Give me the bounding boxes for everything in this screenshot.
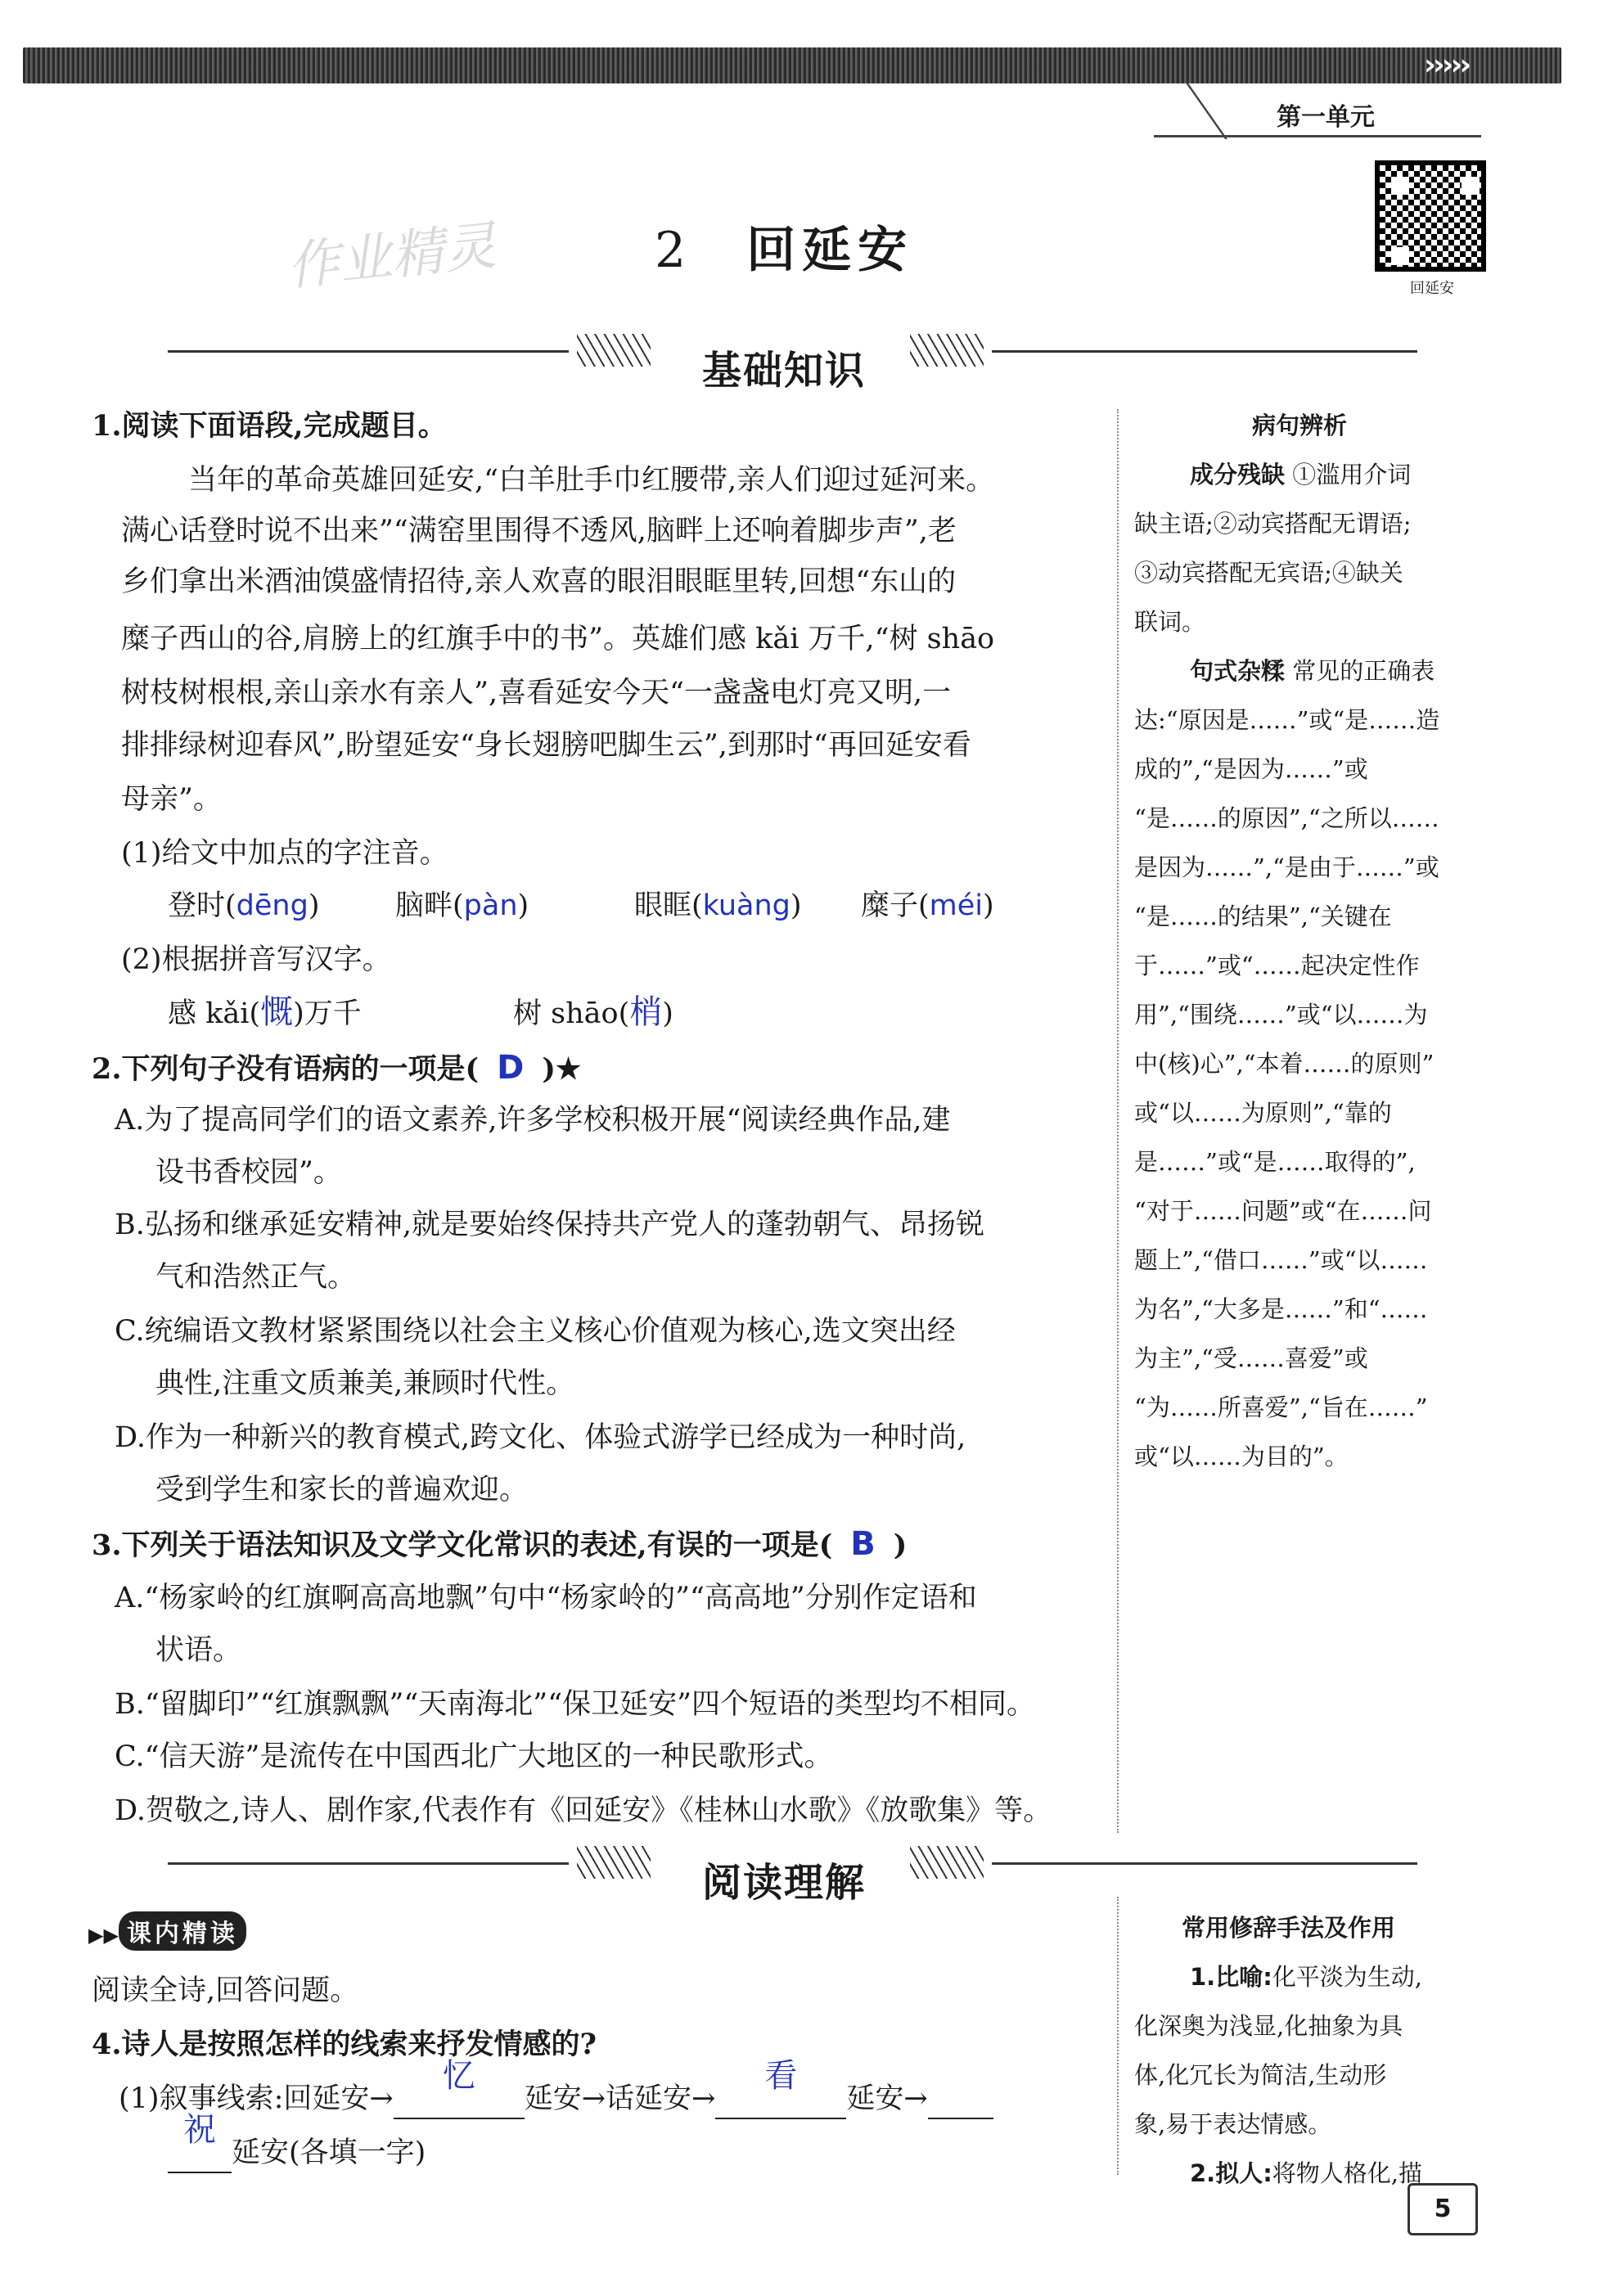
q1-passage-line: 糜子西山的谷,肩膀上的红旗手中的书”。英雄们感 kǎi 万千,“树 shāo xyxy=(121,623,995,655)
section-hatch-left xyxy=(577,1846,651,1879)
q2-option: D.作为一种新兴的教育模式,跨文化、体验式游学已经成为一种时尚, xyxy=(115,1421,966,1454)
q1-passage-line: 满心话登时说不出来”“满窑里围得不透风,脑畔上还响着脚步声”,老 xyxy=(121,515,957,547)
answer: pàn xyxy=(463,889,518,922)
q2-option-cont: 典性,注重文质兼美,兼顾时代性。 xyxy=(155,1367,575,1400)
answer: D xyxy=(497,1049,525,1087)
pinyin-item: 脑畔(pàn) xyxy=(395,889,529,922)
q3-option-cont: 状语。 xyxy=(155,1634,242,1667)
q2-stem: 2.下列句子没有语病的一项是( D )★ xyxy=(92,1049,582,1087)
q2-option-cont: 设书香校园”。 xyxy=(155,1156,342,1189)
q2-option-cont: 气和浩然正气。 xyxy=(155,1261,357,1294)
play-arrows-icon: ▶▶ xyxy=(88,1924,119,1947)
q1-passage-line: 排排绿树迎春风”,盼望延安“身长翅膀吧脚生云”,到那时“再回延安看 xyxy=(121,729,971,762)
sidebar-text: 成分残缺 ①滥用介词 缺主语;②动宾搭配无谓语; ③动宾搭配无宾语;④缺关 联词。 句式杂糅 常见的正确表 达:“原因是……”或“是……造 成的”,“是因为……”或 “是……的原因”,“之所以…… 是因为……”,“是由于……”或 “是……的结果”,“关键在 于……”或“……起决定性作 用”,“围绕……”或“以……为 中(核)心”,“本着……的原则” 或“以……为原则”,“靠的 是……”或“是……取得的”, “对于……问题”或“在……问 题上”,“借口……”或“以…… 为名”,“大多是……”和“…… 为主”,“受……喜爱”或 “为……所喜爱”,“旨在……” 或“以……为目的”。 xyxy=(1134,461,1440,1470)
answer: 梢 xyxy=(629,993,663,1031)
banner-label: 课内精读 xyxy=(119,1911,246,1951)
q2-option: C.统编语文教材紧紧围绕以社会主义核心价值观为核心,选文突出经 xyxy=(115,1315,956,1348)
watermark: 作业精灵 xyxy=(284,215,499,299)
q2-option: A.为了提高同学们的语文素养,许多学校积极开展“阅读经典作品,建 xyxy=(115,1104,951,1137)
answer-blank: 忆 xyxy=(394,2080,525,2119)
answer-blank xyxy=(928,2080,993,2119)
page-number: 5 xyxy=(1408,2183,1478,2235)
lesson-name: 回延安 xyxy=(746,222,914,279)
section-title-basic: 基础知识 xyxy=(702,348,867,394)
char-item: 感 kǎi(慨)万千 xyxy=(168,993,362,1031)
answer: méi xyxy=(929,889,984,922)
q1-passage-line: 当年的革命英雄回延安,“白羊肚手巾红腰带,亲人们迎过延河来。 xyxy=(188,464,995,497)
pinyin-item: 糜子(méi) xyxy=(861,889,994,922)
sidebar-text: 1.比喻:化平淡为生动, 化深奥为浅显,化抽象为具 体,化冗长为简洁,生动形 象,易于表达情感。 2.拟人:将物人格化,描 xyxy=(1134,1963,1423,2187)
q3-option: C.“信天游”是流传在中国西北广大地区的一种民歌形式。 xyxy=(115,1740,833,1773)
section-rule-left xyxy=(168,1862,569,1865)
q1-passage-line: 乡们拿出米酒油馍盛情招待,亲人欢喜的眼泪眼眶里转,回想“东山的 xyxy=(121,565,957,598)
pinyin-item: 登时(dēng) xyxy=(168,889,320,922)
reading-banner xyxy=(88,1911,246,1951)
section-hatch-right xyxy=(910,334,984,367)
unit-label: 第一单元 xyxy=(1277,103,1375,132)
column-divider xyxy=(1117,1897,1119,2175)
q1-passage-line: 树枝树根根,亲山亲水有亲人”,喜看延安今天“一盏盏电灯亮又明,一 xyxy=(121,677,952,709)
column-divider xyxy=(1117,409,1119,1833)
q4-stem: 4.诗人是按照怎样的线索来抒发情感的? xyxy=(92,2028,597,2061)
lesson-number: 2 xyxy=(655,222,687,279)
q3-option: D.贺敬之,诗人、剧作家,代表作有《回延安》《桂林山水歌》《放歌集》等。 xyxy=(115,1794,1052,1827)
q3-stem: 3.下列关于语法知识及文学文化常识的表述,有误的一项是( B ) xyxy=(92,1525,908,1563)
section-hatch-left xyxy=(577,334,651,367)
q1-sub2: (2)根据拼音写汉字。 xyxy=(121,943,391,976)
char-item: 树 shāo(梢) xyxy=(513,993,673,1031)
q4-line1: (1)叙事线索:回延安→ 忆 延安→话延安→ 看 延安→ xyxy=(119,2078,993,2119)
q2-option: B.弘扬和继承延安精神,就是要始终保持共产党人的蓬勃朝气、昂扬锐 xyxy=(115,1209,984,1241)
q1-passage-line: 母亲”。 xyxy=(121,783,222,816)
chevron-right-icon: ››››› xyxy=(1424,48,1469,82)
answer-blank: 看 xyxy=(715,2080,846,2119)
qr-code-icon[interactable] xyxy=(1375,160,1486,272)
q4-line2: 祝 延安(各填一字) xyxy=(168,2132,426,2173)
q2-option-cont: 受到学生和家长的普遍欢迎。 xyxy=(155,1474,529,1506)
section-rule-right xyxy=(992,1862,1417,1865)
header-band xyxy=(23,47,1561,83)
answer: B xyxy=(850,1525,876,1563)
answer: kuàng xyxy=(702,889,790,922)
qr-label: 回延安 xyxy=(1410,280,1454,297)
section-hatch-right xyxy=(910,1846,984,1879)
answer: dēng xyxy=(236,889,309,922)
pinyin-item: 眼眶(kuàng) xyxy=(634,889,802,922)
reading-intro: 阅读全诗,回答问题。 xyxy=(92,1974,359,2007)
answer-blank: 祝 xyxy=(168,2134,232,2173)
q3-option: A.“杨家岭的红旗啊高高地飘”句中“杨家岭的”“高高地”分别作定语和 xyxy=(115,1582,977,1614)
sidebar-title: 常用修辞手法及作用 xyxy=(1182,1914,1396,1942)
answer: 慨 xyxy=(260,993,294,1031)
sidebar-title: 病句辨析 xyxy=(1252,412,1348,439)
lesson-title xyxy=(655,211,913,281)
section-rule-left xyxy=(168,350,569,353)
q3-option: B.“留脚印”“红旗飘飘”“天南海北”“保卫延安”四个短语的类型均不相同。 xyxy=(115,1688,1035,1721)
section-title-reading: 阅读理解 xyxy=(702,1860,867,1906)
section-rule-right xyxy=(992,350,1417,353)
q1-stem: 1.阅读下面语段,完成题目。 xyxy=(92,409,447,443)
q1-sub1: (1)给文中加点的字注音。 xyxy=(121,837,448,870)
